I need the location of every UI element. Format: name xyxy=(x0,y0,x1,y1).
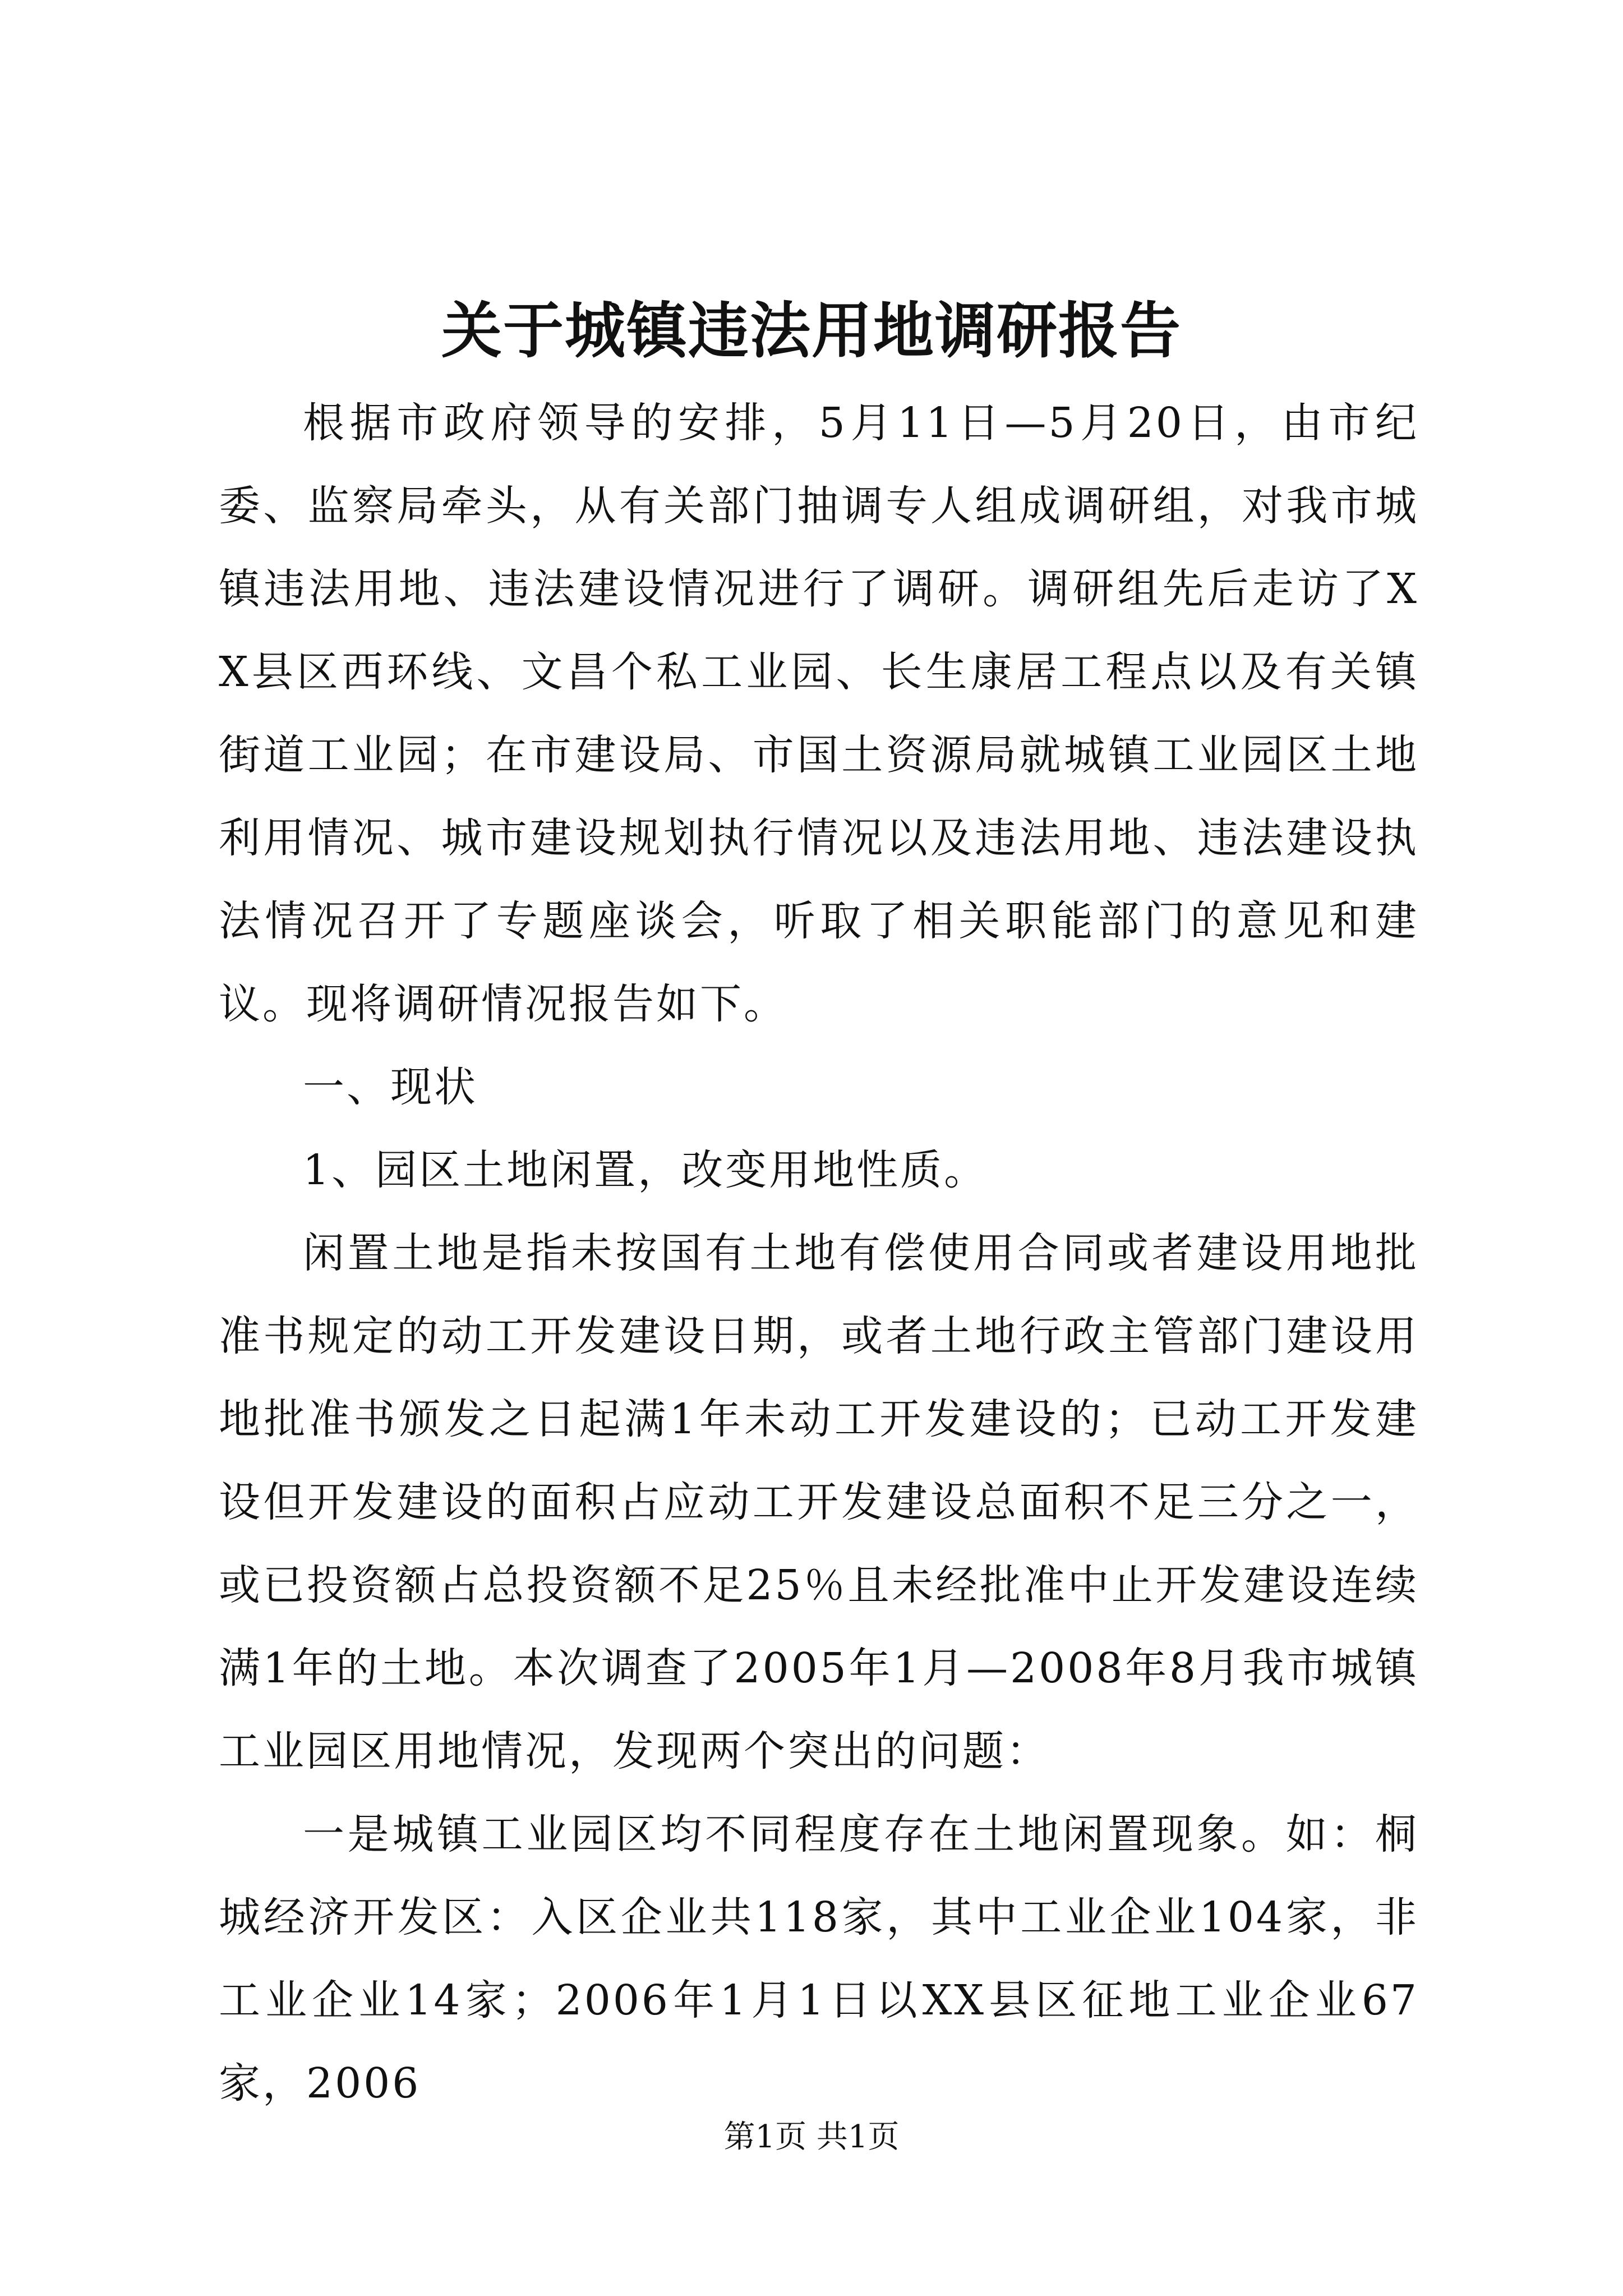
page-footer: 第1页 共1页 xyxy=(723,2119,900,2155)
paragraph-idle-land-definition: 闲置土地是指未按国有土地有偿使用合同或者建设用地批准书规定的动工开发建设日期，或者土地行政主管部门建设用地批准书颁发之日起满1年未动工开发建设的；已动工开发建设但开发建设的面积占应动工开发建设总面积不足三分之一，或已投资额占总投资额不足25％且未经批准中止开发建设连续满1年的土地。本次调查了2005年1月—2008年8月我市城镇工业园区用地情况，发现两个突出的问题： xyxy=(219,1229,1419,1775)
subheading-idle-land: 1、园区土地闲置，改变用地性质。 xyxy=(303,1146,988,1194)
paragraph-industrial-parks: 一是城镇工业园区均不同程度存在土地闲置现象。如：桐城经济开发区：入区企业共118家，其中工业企业104家，非工业企业14家；2006年1月1日以XX县区征地工业企业67家，2006 xyxy=(219,1810,1419,2108)
section-heading-status: 一、现状 xyxy=(303,1063,478,1111)
document-body xyxy=(219,381,1419,2125)
document-title: 关于城镇违法用地调研报告 xyxy=(441,296,1182,366)
paragraph-intro: 根据市政府领导的安排，5月11日—5月20日，由市纪委、监察局牵头，从有关部门抽调专人组成调研组，对我市城镇违法用地、违法建设情况进行了调研。调研组先后走访了XX县区西环线、文昌个私工业园、长生康居工程点以及有关镇街道工业园；在市建设局、市国土资源局就城镇工业园区土地利用情况、城市建设规划执行情况以及违法用地、违法建设执法情况召开了专题座谈会，听取了相关职能部门的意见和建议。现将调研情况报告如下。 xyxy=(219,399,1419,1028)
